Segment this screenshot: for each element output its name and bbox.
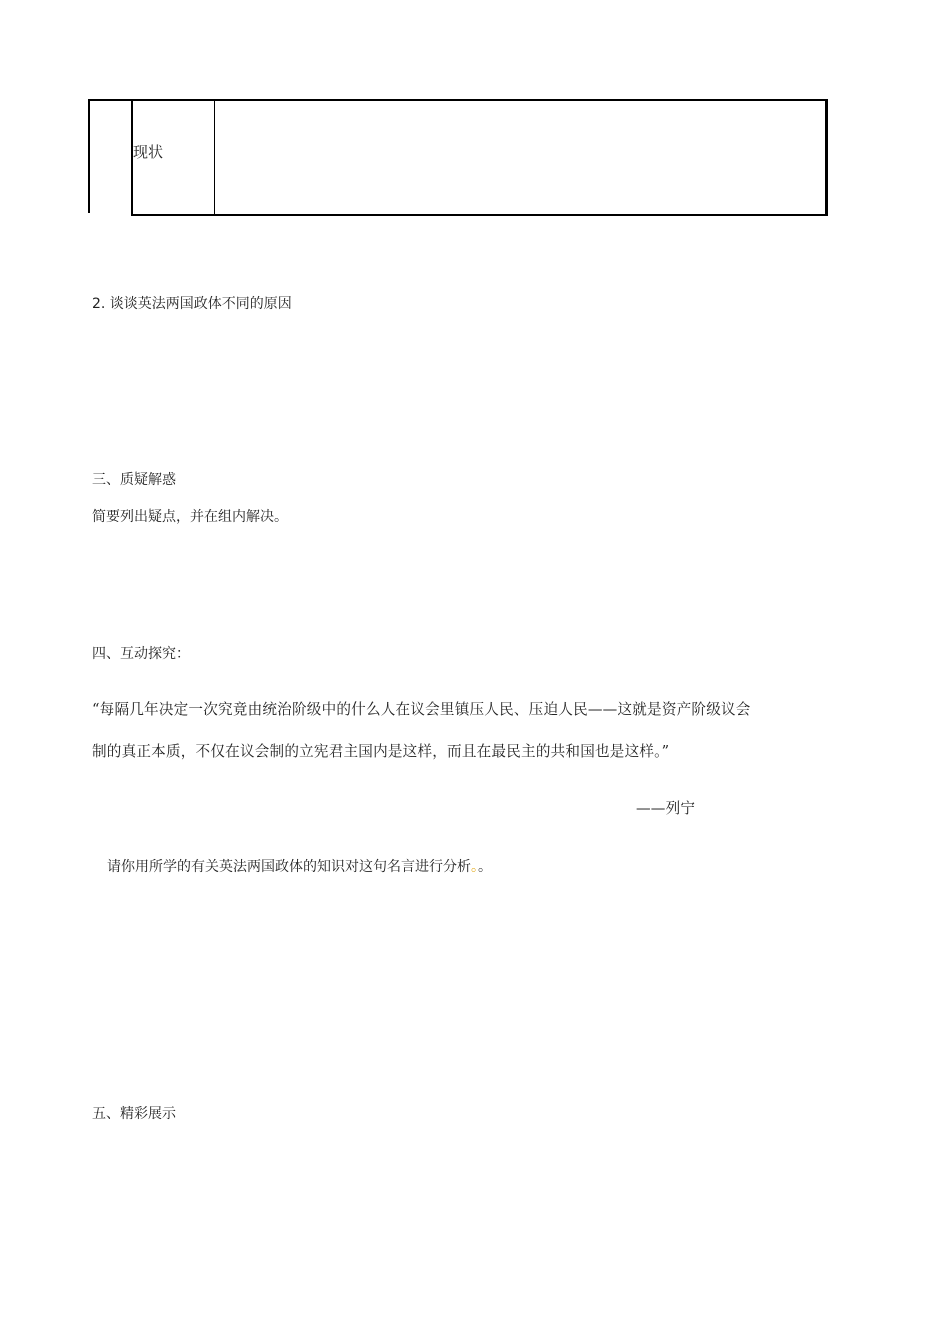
table-border [88,99,133,101]
section-3-heading: 三、质疑解惑 [92,472,176,488]
section-5-heading: 五、精彩展示 [92,1106,176,1122]
analysis-task-end: 。 [478,859,492,875]
table-column-divider [214,99,215,214]
analysis-task-mark: 。 [471,859,478,875]
quote-attribution: ——列宁 [636,800,696,817]
quote-line-1: “每隔几年决定一次究竟由统治阶级中的什么人在议会里镇压人民、压迫人民——这就是资产阶级议会 [92,701,751,718]
table-border [88,100,90,213]
table-row-content [216,101,821,212]
section-4-heading: 四、互动探究： [92,646,190,662]
section-3-instruction: 简要列出疑点，并在组内解决。 [92,509,288,525]
quote-line-2: 制的真正本质，不仅在议会制的立宪君主国内是这样，而且在最民主的共和国也是这样。” [92,743,670,760]
analysis-task [107,857,492,877]
table-row-label: 现状 [133,143,164,161]
question-2: 2. 谈谈英法两国政体不同的原因 [92,296,292,312]
analysis-task-text: 请你用所学的有关英法两国政体的知识对这句名言进行分析 [107,859,471,875]
